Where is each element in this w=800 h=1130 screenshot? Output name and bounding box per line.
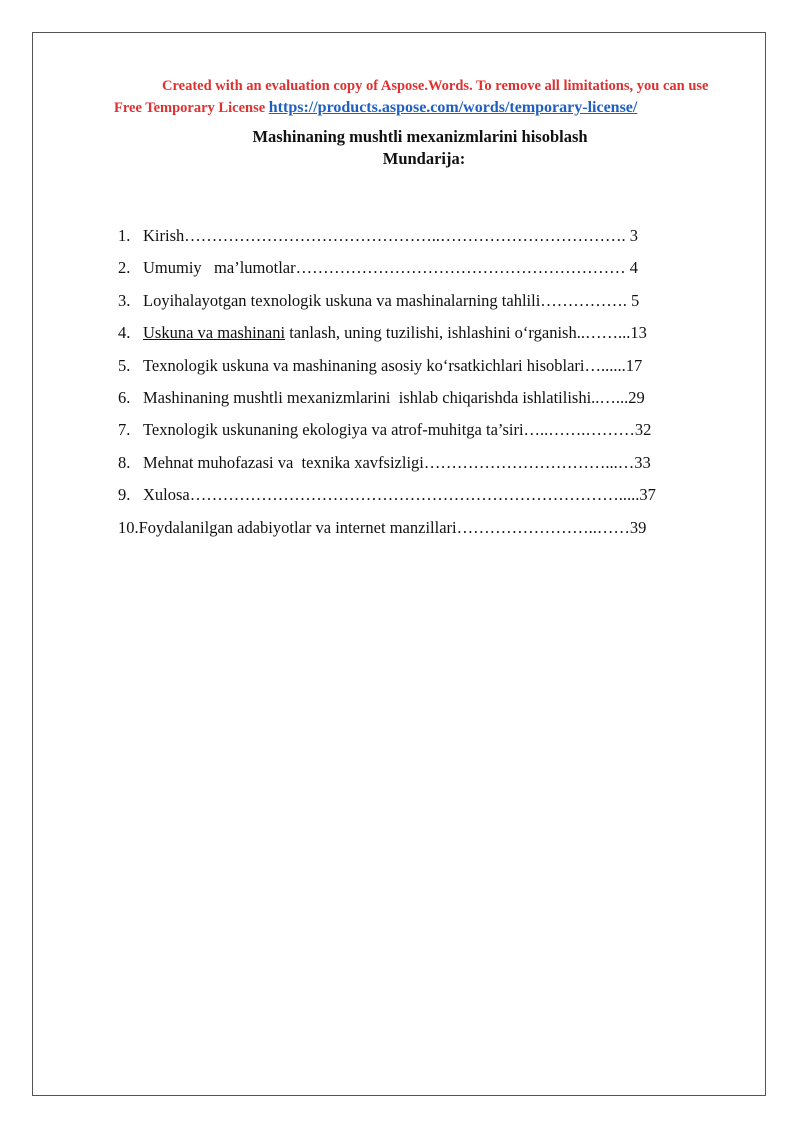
evaluation-notice-text: Created with an evaluation copy of Aspose.Words. To remove all limitations, you can use Free Temporary License: [114, 78, 709, 116]
toc-item-number: 7.: [118, 420, 131, 440]
evaluation-notice: [114, 76, 726, 119]
toc-item[interactable]: [118, 317, 724, 349]
toc-item-text: Umumiy ma’lumotlar…………………………………………………… 4: [143, 258, 638, 278]
toc-item-underlined-text: Uskuna va mashinani: [143, 323, 286, 343]
toc-item-number: 6.: [118, 388, 131, 408]
toc-item-number: 1.: [118, 226, 131, 245]
toc-item[interactable]: [118, 447, 724, 479]
toc-item-number: 5.: [118, 355, 131, 375]
toc-item[interactable]: [118, 285, 724, 317]
document-content: [114, 76, 726, 537]
toc-item[interactable]: [118, 350, 724, 382]
toc-item-number: 8.: [118, 452, 131, 472]
toc-item-number: 9.: [118, 485, 131, 505]
page-border: [32, 32, 766, 1096]
toc-item-number: 4.: [118, 323, 131, 343]
toc-item[interactable]: [118, 252, 724, 284]
temporary-license-link[interactable]: https://products.aspose.com/words/temporary-license/: [268, 99, 638, 116]
toc-item-text: tanlash, uning tuzilishi, ishlashini o‘rganish..……...13: [285, 323, 647, 343]
table-of-contents: [118, 220, 724, 544]
toc-item-text: Mehnat muhofazasi va texnika xavfsizligi……………………………...…33: [143, 452, 651, 472]
toc-item[interactable]: [118, 414, 724, 446]
toc-item-text: Mashinaning mushtli mexanizmlarini ishlab chiqarishda ishlatilishi..…...29: [143, 388, 645, 408]
toc-item[interactable]: [118, 220, 724, 252]
toc-item-number: 3.: [118, 290, 131, 310]
toc-item-number: 2.: [118, 258, 131, 278]
toc-item[interactable]: [118, 479, 724, 511]
toc-heading: Mundarija:: [382, 149, 466, 168]
toc-item-text: Xulosa…………………………………………………………………….....37: [143, 485, 656, 505]
toc-item[interactable]: [118, 512, 724, 544]
document-title: Mashinaning mushtli mexanizmlarini hisoblash: [252, 127, 588, 146]
toc-item-text: Foydalanilgan adabiyotlar va internet manzillari……………………..……39: [138, 517, 647, 537]
toc-item-text: Texnologik uskunaning ekologiya va atrof-muhitga ta’siri…..…….………32: [143, 420, 652, 440]
toc-item-text: Kirish………………………………………..……………………………. 3: [143, 226, 638, 245]
toc-item-text: Loyihalayotgan texnologik uskuna va mashinalarning tahlili……………. 5: [143, 290, 640, 310]
toc-item-text: Texnologik uskuna va mashinaning asosiy ko‘rsatkichlari hisoblari…......17: [143, 355, 643, 375]
toc-item[interactable]: [118, 382, 724, 414]
toc-item-number: 10.: [118, 517, 139, 537]
